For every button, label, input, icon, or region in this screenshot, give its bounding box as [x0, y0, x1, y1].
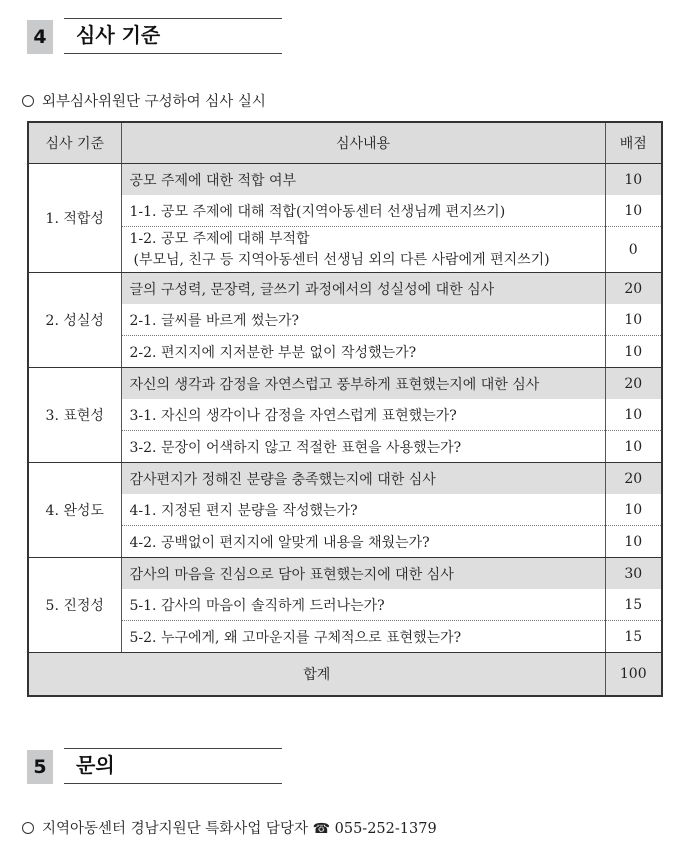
- criteria-text-two-line: [121, 227, 605, 273]
- intro-text: 외부심사위원단 구성하여 심사 실시: [42, 94, 266, 110]
- table-row: [28, 621, 662, 653]
- criteria-text: 3-1. 자신의 생각이나 감정을 자연스럽게 표현했는가?: [121, 399, 605, 431]
- score-cell: 20: [605, 368, 662, 400]
- section-number: 4: [27, 20, 53, 54]
- table-row: [28, 273, 662, 305]
- table-row: [28, 463, 662, 495]
- contact-phone[interactable]: 055-252-1379: [334, 821, 437, 837]
- score-cell: 10: [605, 164, 662, 196]
- contact-text: 지역아동센터 경남지원단 특화사업 담당자: [42, 821, 308, 837]
- header-content: 심사내용: [121, 122, 605, 164]
- contact-line: [22, 817, 437, 838]
- criteria-text: 2-2. 편지지에 지저분한 부분 없이 작성했는가?: [121, 336, 605, 368]
- section-4-heading: [27, 18, 282, 56]
- score-cell: 10: [605, 304, 662, 336]
- criteria-text: 5-2. 누구에게, 왜 고마운지를 구체적으로 표현했는가?: [121, 621, 605, 653]
- criteria-text: 감사의 마음을 진심으로 담아 표현했는지에 대한 심사: [121, 558, 605, 590]
- criteria-text: 자신의 생각과 감정을 자연스럽고 풍부하게 표현했는지에 대한 심사: [121, 368, 605, 400]
- header-score: 배점: [605, 122, 662, 164]
- intro-line: [22, 90, 266, 111]
- header-criteria: 심사 기준: [28, 122, 121, 164]
- criteria-line-1: 1-2. 공모 주제에 대해 부적합: [129, 230, 310, 247]
- table-row: [28, 304, 662, 336]
- circle-bullet-icon: [22, 822, 34, 834]
- circle-bullet-icon: [22, 95, 34, 107]
- table-row: [28, 399, 662, 431]
- criteria-text: 2-1. 글씨를 바르게 썼는가?: [121, 304, 605, 336]
- criteria-table: [27, 121, 663, 697]
- total-score: 100: [605, 653, 662, 697]
- total-row: [28, 653, 662, 697]
- table-row: [28, 589, 662, 621]
- score-cell: 10: [605, 336, 662, 368]
- table-row: [28, 368, 662, 400]
- score-cell: 20: [605, 463, 662, 495]
- table-row: [28, 164, 662, 196]
- score-cell: 20: [605, 273, 662, 305]
- score-cell: 15: [605, 621, 662, 653]
- criteria-text: 5-1. 감사의 마음이 솔직하게 드러나는가?: [121, 589, 605, 621]
- score-cell: 10: [605, 526, 662, 558]
- criteria-text: 1-1. 공모 주제에 대해 적합(지역아동센터 선생님께 편지쓰기): [121, 195, 605, 227]
- section-title: 심사 기준: [64, 18, 282, 54]
- total-label: 합계: [28, 653, 605, 697]
- score-cell: 15: [605, 589, 662, 621]
- table-row: [28, 431, 662, 463]
- phone-icon: ☎: [312, 821, 331, 837]
- criteria-text: 감사편지가 정해진 분량을 충족했는지에 대한 심사: [121, 463, 605, 495]
- table-row: [28, 494, 662, 526]
- category-cell: 4. 완성도: [28, 463, 121, 558]
- score-cell: 10: [605, 195, 662, 227]
- category-cell: 2. 성실성: [28, 273, 121, 368]
- criteria-text: 4-2. 공백없이 편지지에 알맞게 내용을 채웠는가?: [121, 526, 605, 558]
- criteria-line-2: (부모님, 친구 등 지역아동센터 선생님 외의 다른 사람에게 편지쓰기): [133, 251, 550, 268]
- section-5-heading: [27, 748, 282, 786]
- criteria-text: 3-2. 문장이 어색하지 않고 적절한 표현을 사용했는가?: [121, 431, 605, 463]
- table-row: [28, 526, 662, 558]
- score-cell: 10: [605, 399, 662, 431]
- score-cell: 30: [605, 558, 662, 590]
- score-cell: 10: [605, 494, 662, 526]
- category-cell: 5. 진정성: [28, 558, 121, 653]
- section-title: 문의: [64, 748, 282, 784]
- criteria-text: 글의 구성력, 문장력, 글쓰기 과정에서의 성실성에 대한 심사: [121, 273, 605, 305]
- criteria-text: 공모 주제에 대한 적합 여부: [121, 164, 605, 196]
- criteria-text: 4-1. 지정된 편지 분량을 작성했는가?: [121, 494, 605, 526]
- score-cell: 10: [605, 431, 662, 463]
- category-cell: 3. 표현성: [28, 368, 121, 463]
- category-cell: 1. 적합성: [28, 164, 121, 273]
- table-row: [28, 558, 662, 590]
- table-row: [28, 336, 662, 368]
- score-cell: 0: [605, 227, 662, 273]
- table-row: [28, 195, 662, 227]
- section-number: 5: [27, 750, 53, 784]
- table-row: [28, 227, 662, 273]
